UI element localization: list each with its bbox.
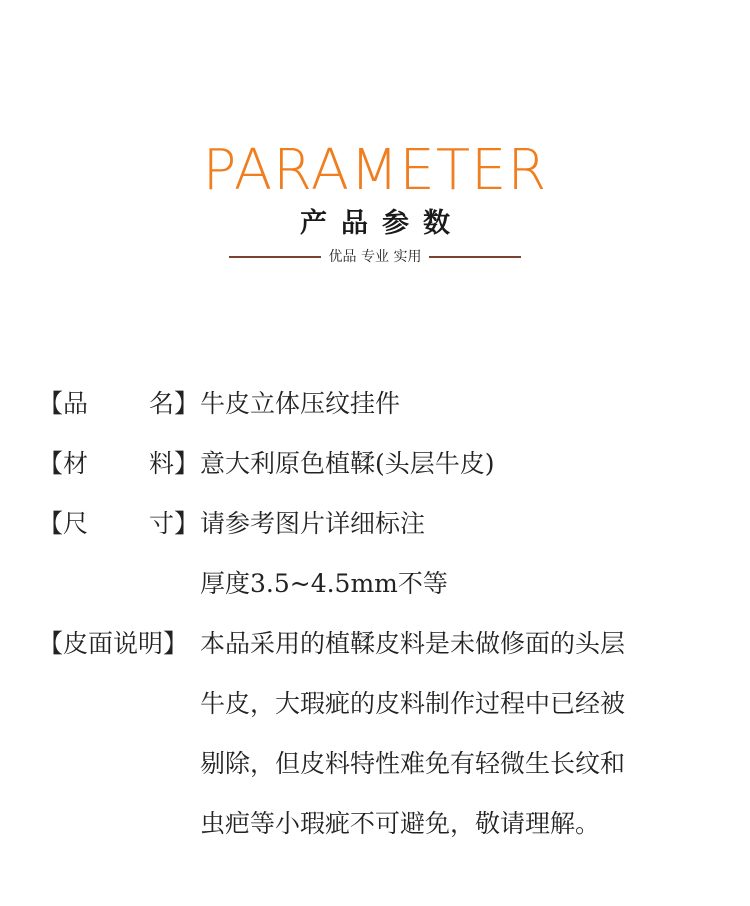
param-value-surface-line-2: 牛皮，大瑕疵的皮料制作过程中已经被 xyxy=(200,689,626,718)
param-row-size xyxy=(38,504,426,544)
param-value-thickness: 厚度3.5~4.5mm不等 xyxy=(200,569,448,598)
bracket-open: 【 xyxy=(38,449,64,478)
param-row-surface xyxy=(38,624,626,664)
subtitle-text: 优品 专业 实用 xyxy=(328,249,422,265)
bracket-close: 】 xyxy=(174,449,200,478)
param-label-material: 材料 xyxy=(63,449,175,478)
param-value-surface-line-1: 本品采用的植鞣皮料是未做修面的头层 xyxy=(200,629,626,658)
param-row-name xyxy=(38,384,401,424)
param-value-material: 意大利原色植鞣(头层牛皮) xyxy=(200,449,495,478)
subtitle-row xyxy=(229,247,521,267)
bracket-open: 【 xyxy=(38,509,64,538)
param-value-surface-line-3: 剔除，但皮料特性难免有轻微生长纹和 xyxy=(200,749,626,778)
param-value-size: 请参考图片详细标注 xyxy=(200,509,426,538)
param-label-name: 品名 xyxy=(63,389,175,418)
bracket-open: 【 xyxy=(38,629,64,658)
bracket-open: 【 xyxy=(38,389,64,418)
param-value-surface-line-4: 虫疤等小瑕疵不可避免，敬请理解。 xyxy=(200,809,601,838)
param-value-name: 牛皮立体压纹挂件 xyxy=(200,389,401,418)
param-label-size: 尺寸 xyxy=(63,509,175,538)
param-row-material xyxy=(38,444,495,484)
bracket-close: 】 xyxy=(174,509,200,538)
bracket-close: 】 xyxy=(163,629,189,658)
bracket-close: 】 xyxy=(174,389,200,418)
param-label-surface: 皮面说明 xyxy=(63,629,164,658)
title-chinese: 产品参数 xyxy=(300,208,464,239)
divider-line-right xyxy=(429,256,521,258)
title-english: PARAMETER xyxy=(202,138,548,203)
divider-line-left xyxy=(229,256,321,258)
